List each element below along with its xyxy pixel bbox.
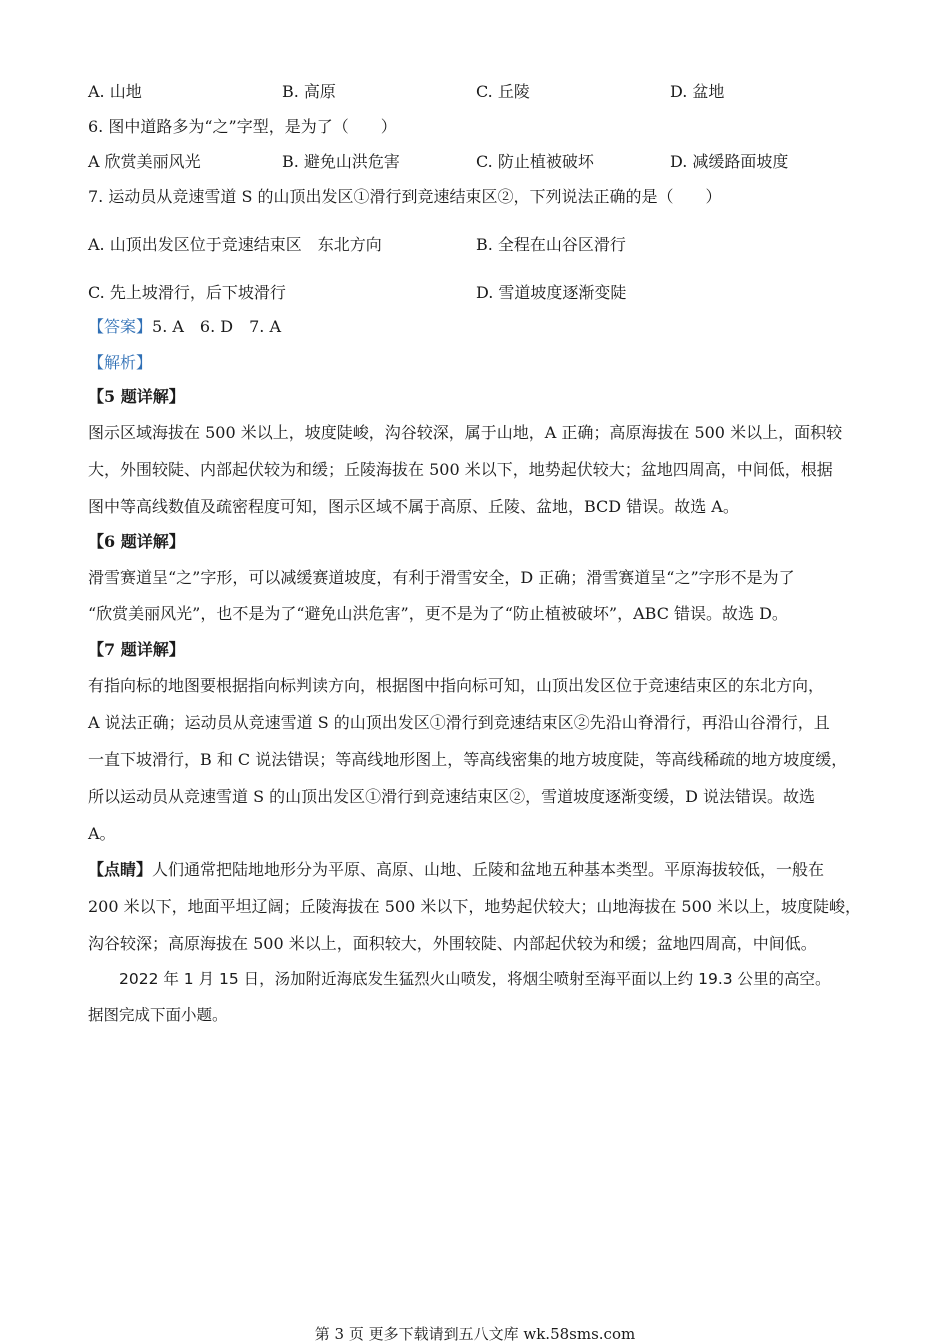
q7-option-d: D. 雪道坡度逐渐变陡	[476, 283, 627, 302]
detail-6-line: “欣赏美丽风光”，也不是为了“避免山洪危害”，更不是为了“防止植被破坏”，ABC 错误。故选 D。	[88, 604, 788, 623]
q6-stem: 6. 图中道路多为“之”字型，是为了（ ）	[88, 117, 397, 136]
tip-line: 200 米以下，地面平坦辽阔；丘陵海拔在 500 米以下，地势起伏较大；山地海拔在 500 米以上，坡度陡峻，	[88, 897, 862, 916]
detail-7-heading: 【7 题详解】	[88, 640, 185, 659]
detail-7-line: A。	[88, 824, 116, 843]
q6-option-d: D. 减缓路面坡度	[670, 152, 789, 171]
intro-line: 据图完成下面小题。	[88, 1006, 228, 1024]
tip-line: 沟谷较深；高原海拔在 500 米以上，面积较大，外围较陡、内部起伏较为和缓；盆地四周高，中间低。	[88, 934, 817, 953]
q5-option-d: D. 盆地	[670, 82, 725, 101]
q7-option-a: A. 山顶出发区位于竞速结束区 东北方向	[88, 235, 382, 254]
answer-line	[88, 317, 281, 337]
detail-6-heading: 【6 题详解】	[88, 532, 185, 551]
detail-7-line: 有指向标的地图要根据指向标判读方向，根据图中指向标可知，山顶出发区位于竞速结束区的东北方向，	[88, 676, 825, 695]
analysis-label: 【解析】	[88, 353, 153, 372]
detail-7-line: A 说法正确；运动员从竞速雪道 S 的山顶出发区①滑行到竞速结束区②先沿山脊滑行，再沿山谷滑行，且	[88, 713, 830, 732]
detail-5-heading: 【5 题详解】	[88, 387, 185, 406]
detail-5-line: 大，外围较陡、内部起伏较为和缓；丘陵海拔在 500 米以下，地势起伏较大；盆地四周高，中间低，根据	[88, 460, 833, 479]
q7-option-c: C. 先上坡滑行，后下坡滑行	[88, 283, 286, 302]
tip-line	[88, 860, 824, 880]
detail-5-line: 图示区域海拔在 500 米以上，坡度陡峻，沟谷较深，属于山地，A 正确；高原海拔在 500 米以上，面积较	[88, 423, 843, 442]
q5-option-a: A. 山地	[88, 82, 142, 101]
detail-7-line: 一直下坡滑行，B 和 C 说法错误；等高线地形图上，等高线密集的地方坡度陡，等高线稀疏的地方坡度缓，	[88, 750, 848, 769]
tip-label: 【点睛】	[88, 860, 153, 879]
q5-option-b: B. 高原	[282, 82, 336, 101]
answer-label: 【答案】	[88, 317, 153, 336]
q6-option-b: B. 避免山洪危害	[282, 152, 400, 171]
tip-text: 人们通常把陆地地形分为平原、高原、山地、丘陵和盆地五种基本类型。平原海拔较低，一般在	[152, 860, 825, 879]
detail-7-line: 所以运动员从竞速雪道 S 的山顶出发区①滑行到竞速结束区②，雪道坡度逐渐变缓，D 说法错误。故选	[88, 787, 816, 806]
q7-stem: 7. 运动员从竞速雪道 S 的山顶出发区①滑行到竞速结束区②，下列说法正确的是（ ）	[88, 187, 722, 206]
detail-5-line: 图中等高线数值及疏密程度可知，图示区域不属于高原、丘陵、盆地，BCD 错误。故选 A。	[88, 497, 739, 516]
q6-option-a: A 欣赏美丽风光	[88, 152, 201, 171]
q6-option-c: C. 防止植被破坏	[476, 152, 594, 171]
answer-text: 5. A 6. D 7. A	[152, 317, 282, 336]
page-footer: 第 3 页 更多下载请到五八文库 wk.58sms.com	[314, 1325, 636, 1343]
q7-option-b: B. 全程在山谷区滑行	[476, 235, 626, 254]
intro-line: 2022 年 1 月 15 日，汤加附近海底发生猛烈火山喷发，将烟尘喷射至海平面以上约 19.3 公里的高空。	[88, 970, 831, 988]
q5-option-c: C. 丘陵	[476, 82, 530, 101]
detail-6-line: 滑雪赛道呈“之”字形，可以减缓赛道坡度，有利于滑雪安全，D 正确；滑雪赛道呈“之”字形不是为了	[88, 568, 795, 587]
